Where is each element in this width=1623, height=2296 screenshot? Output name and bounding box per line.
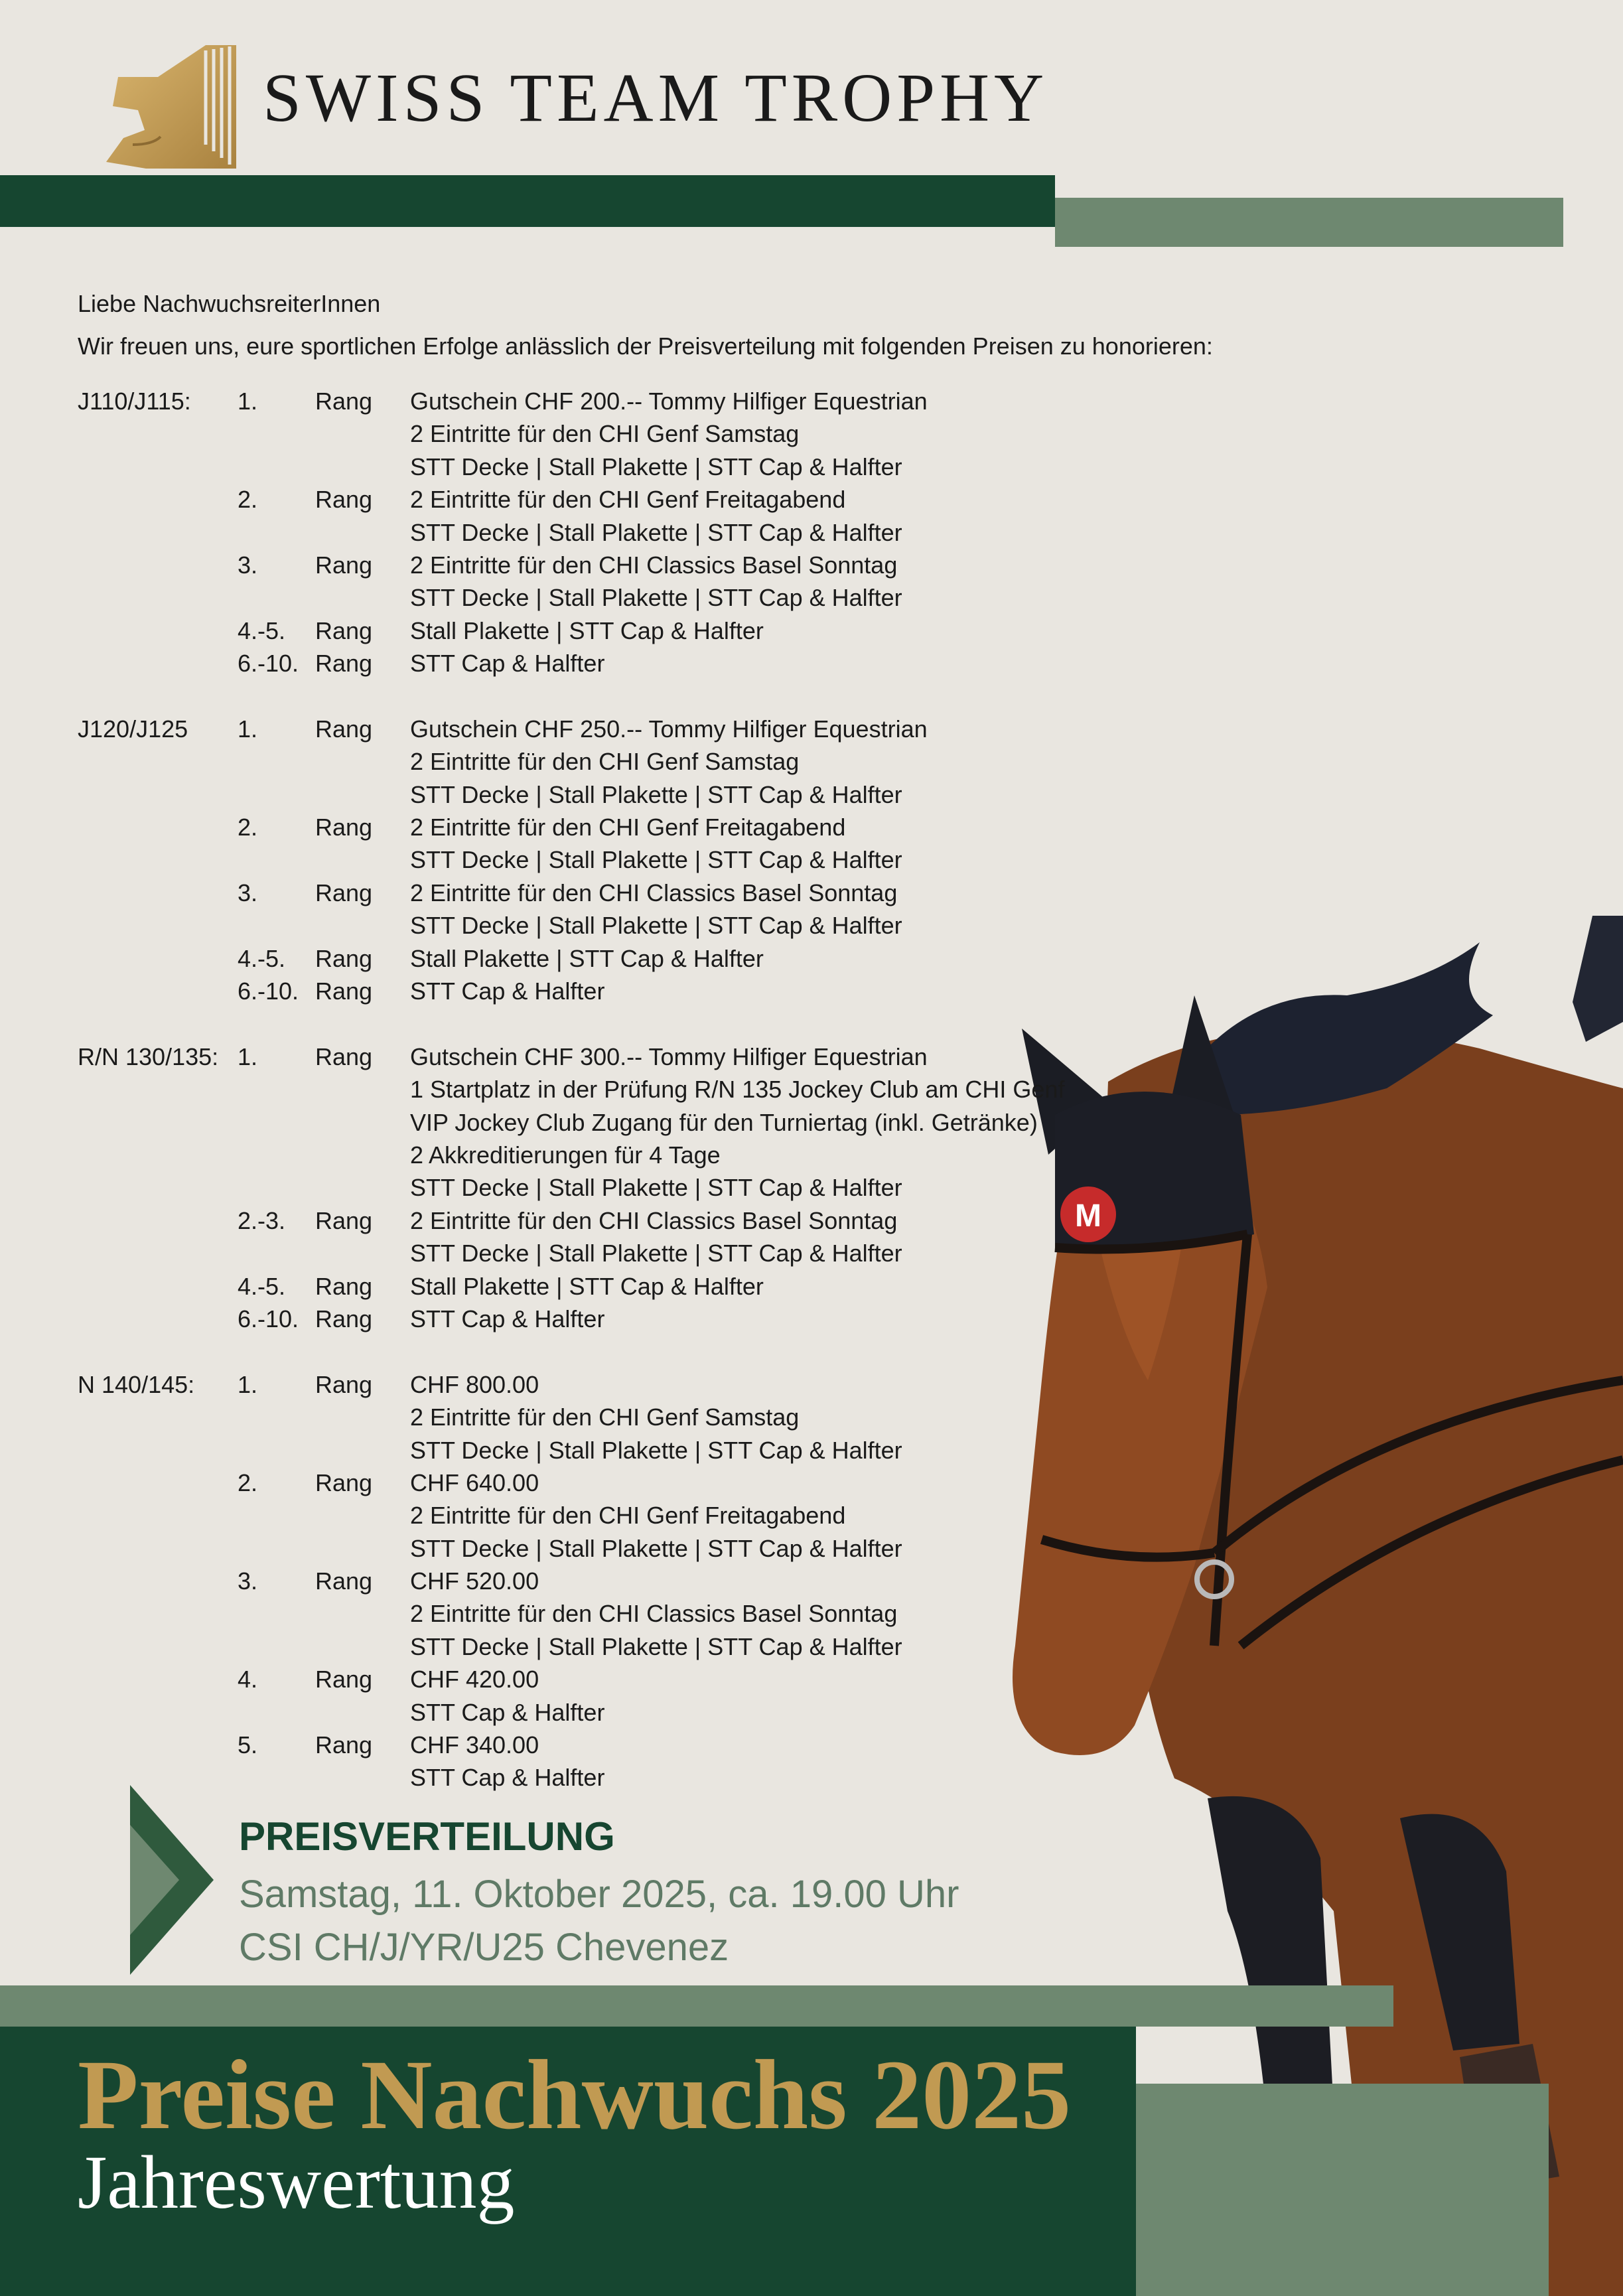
footer-band-light-right	[1095, 2084, 1549, 2296]
rank-label: Rang	[315, 879, 373, 906]
prize-text: STT Decke | Stall Plakette | STT Cap & Halfter	[410, 1436, 902, 1464]
rank-label: Rang	[315, 1370, 373, 1398]
rank-label: Rang	[315, 944, 373, 972]
prize-text: STT Decke | Stall Plakette | STT Cap & Halfter	[410, 1534, 902, 1562]
prize-text: 2 Eintritte für den CHI Classics Basel Sonntag	[410, 551, 898, 579]
class-label: R/N 130/135:	[78, 1042, 219, 1070]
intro	[78, 283, 1213, 368]
rank-label: Rang	[315, 1567, 373, 1595]
rank-label: Rang	[315, 1206, 373, 1234]
footer-subtitle: Jahreswertung	[78, 2140, 515, 2224]
class-label: J120/J125	[78, 715, 188, 743]
rank-label: Rang	[315, 616, 373, 644]
prize-text: 1 Startplatz in der Prüfung R/N 135 Jockey Club am CHI Genf	[410, 1076, 1065, 1104]
prize-text: 2 Eintritte für den CHI Genf Samstag	[410, 420, 800, 448]
place-label: 4.-5.	[238, 1272, 286, 1300]
place-label: 2.	[238, 1469, 258, 1496]
bonnet-logo: M	[1075, 1198, 1101, 1234]
rank-label: Rang	[315, 1272, 373, 1300]
prize-text: 2 Eintritte für den CHI Genf Samstag	[410, 1403, 800, 1431]
prize-text: CHF 640.00	[410, 1469, 539, 1496]
rank-label: Rang	[315, 1731, 373, 1759]
greeting: Liebe NachwuchsreiterInnen	[78, 290, 381, 317]
rank-label: Rang	[315, 1042, 373, 1070]
prize-text: Stall Plakette | STT Cap & Halfter	[410, 1272, 764, 1300]
prize-text: CHF 800.00	[410, 1370, 539, 1398]
place-label: 5.	[238, 1731, 258, 1759]
prize-text: VIP Jockey Club Zugang für den Turniertag (inkl. Getränke)	[410, 1108, 1038, 1136]
intro-text: Wir freuen uns, eure sportlichen Erfolge anlässlich der Preisverteilung mit folgenden Preisen zu honorieren:	[78, 332, 1213, 360]
rank-label: Rang	[315, 715, 373, 743]
header-bar-light	[1055, 198, 1563, 247]
prize-text: STT Decke | Stall Plakette | STT Cap & Halfter	[410, 1632, 902, 1660]
prize-text: STT Cap & Halfter	[410, 650, 605, 678]
prize-text: STT Decke | Stall Plakette | STT Cap & Halfter	[410, 780, 902, 808]
rank-label: Rang	[315, 1305, 373, 1332]
place-label: 2.-3.	[238, 1206, 286, 1234]
prize-text: 2 Eintritte für den CHI Genf Freitagabend	[410, 1502, 846, 1530]
footer-title: Preise Nachwuchs 2025	[78, 2040, 1072, 2150]
prize-text: STT Cap & Halfter	[410, 977, 605, 1005]
place-label: 1.	[238, 715, 258, 743]
place-label: 6.-10.	[238, 977, 299, 1005]
play-arrow-icon	[130, 1785, 214, 1975]
place-label: 1.	[238, 388, 258, 415]
award-ceremony-event: CSI CH/J/YR/U25 Chevenez	[239, 1926, 729, 1969]
prize-text: 2 Eintritte für den CHI Classics Basel Sonntag	[410, 1206, 898, 1234]
rank-label: Rang	[315, 551, 373, 579]
place-label: 4.-5.	[238, 944, 286, 972]
prize-text: 2 Eintritte für den CHI Genf Samstag	[410, 748, 800, 776]
place-label: 2.	[238, 814, 258, 841]
class-label: J110/J115:	[78, 388, 191, 415]
rank-label: Rang	[315, 388, 373, 415]
prize-text: STT Cap & Halfter	[410, 1698, 605, 1726]
rank-label: Rang	[315, 1469, 373, 1496]
prize-text: Gutschein CHF 250.-- Tommy Hilfiger Equestrian	[410, 715, 928, 743]
prize-text: 2 Eintritte für den CHI Classics Basel Sonntag	[410, 1600, 898, 1628]
place-label: 3.	[238, 879, 258, 906]
prize-text: STT Decke | Stall Plakette | STT Cap & Halfter	[410, 518, 902, 546]
rank-label: Rang	[315, 486, 373, 514]
rank-label: Rang	[315, 1666, 373, 1693]
prize-text: 2 Eintritte für den CHI Genf Freitagabend	[410, 814, 846, 841]
prize-text: STT Decke | Stall Plakette | STT Cap & Halfter	[410, 1174, 902, 1202]
prize-text: STT Decke | Stall Plakette | STT Cap & Halfter	[410, 1240, 902, 1267]
place-label: 6.-10.	[238, 1305, 299, 1332]
place-label: 1.	[238, 1042, 258, 1070]
header-bar-dark	[0, 175, 1055, 227]
prize-text: STT Decke | Stall Plakette | STT Cap & Halfter	[410, 584, 902, 612]
class-label: N 140/145:	[78, 1370, 195, 1398]
rank-label: Rang	[315, 650, 373, 678]
prize-text: STT Cap & Halfter	[410, 1305, 605, 1332]
brand-title: SWISS TEAM TROPHY	[263, 60, 1049, 136]
prize-text: STT Cap & Halfter	[410, 1764, 605, 1792]
place-label: 4.-5.	[238, 616, 286, 644]
place-label: 4.	[238, 1666, 258, 1693]
prize-text: STT Decke | Stall Plakette | STT Cap & Halfter	[410, 453, 902, 480]
footer-band-light	[0, 1985, 1393, 2027]
prize-text: Stall Plakette | STT Cap & Halfter	[410, 616, 764, 644]
prize-text: Gutschein CHF 300.-- Tommy Hilfiger Equestrian	[410, 1042, 928, 1070]
place-label: 6.-10.	[238, 650, 299, 678]
prize-text: 2 Eintritte für den CHI Classics Basel Sonntag	[410, 879, 898, 906]
rank-label: Rang	[315, 977, 373, 1005]
rank-label: Rang	[315, 814, 373, 841]
prize-text: STT Decke | Stall Plakette | STT Cap & Halfter	[410, 912, 902, 940]
prize-text: CHF 420.00	[410, 1666, 539, 1693]
prize-text: 2 Akkreditierungen für 4 Tage	[410, 1141, 721, 1169]
place-label: 3.	[238, 1567, 258, 1595]
award-ceremony-title: PREISVERTEILUNG	[239, 1814, 615, 1859]
prize-text: CHF 340.00	[410, 1731, 539, 1759]
place-label: 3.	[238, 551, 258, 579]
prize-text: Gutschein CHF 200.-- Tommy Hilfiger Equestrian	[410, 388, 928, 415]
prize-text: Stall Plakette | STT Cap & Halfter	[410, 944, 764, 972]
prize-text: 2 Eintritte für den CHI Genf Freitagabend	[410, 486, 846, 514]
place-label: 2.	[238, 486, 258, 514]
place-label: 1.	[238, 1370, 258, 1398]
prize-text: CHF 520.00	[410, 1567, 539, 1595]
horse-head-logo-icon	[106, 45, 236, 169]
award-ceremony-date: Samstag, 11. Oktober 2025, ca. 19.00 Uhr	[239, 1873, 959, 1916]
prize-text: STT Decke | Stall Plakette | STT Cap & Halfter	[410, 846, 902, 874]
